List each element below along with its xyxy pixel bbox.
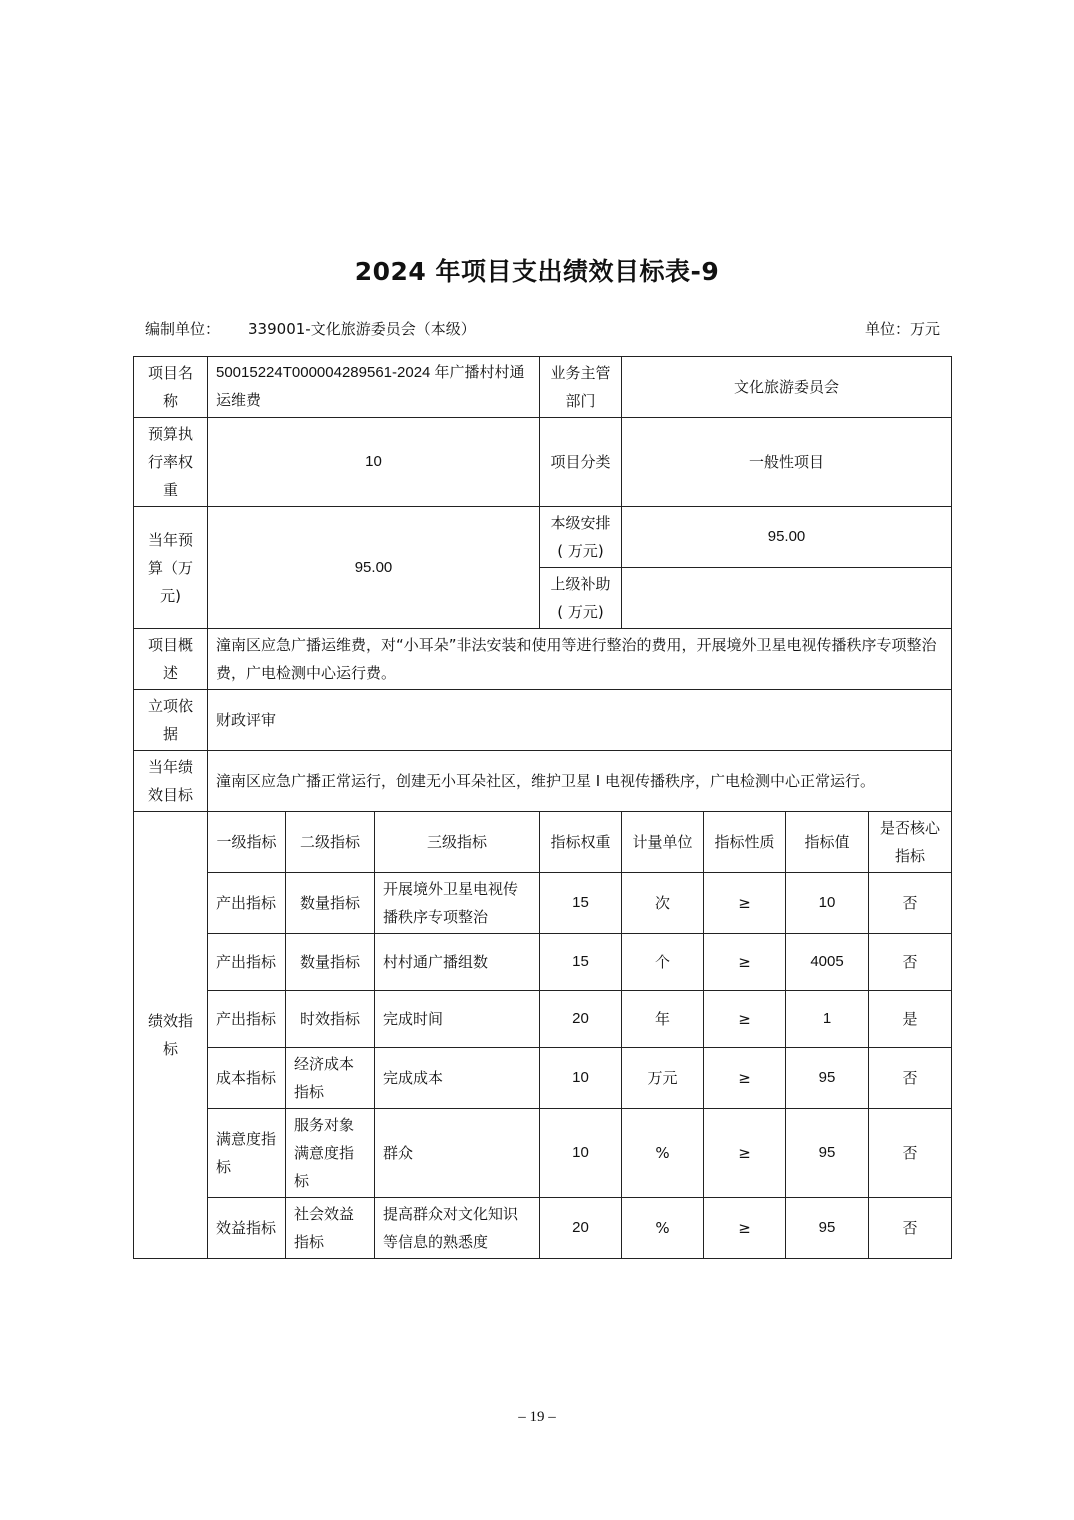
category-label: 项目分类 [540,418,622,507]
local-funds-value: 95.00 [622,507,952,568]
row-value: 1 [786,991,869,1048]
table-row [134,1048,952,1109]
row-level2: 服务对象满意度指标 [286,1109,375,1198]
row-nature: ≥ [704,873,786,934]
dept-label: 业务主管部门 [540,357,622,418]
basis-label: 立项依据 [134,690,208,751]
row-unit: 万元 [622,1048,704,1109]
local-funds-label: 本级安排( 万元) [540,507,622,568]
weight-label: 预算执行率权重 [134,418,208,507]
row-level3: 群众 [375,1109,540,1198]
header-core: 是否核心指标 [869,812,952,873]
row-core: 否 [869,1198,952,1259]
weight-value: 10 [208,418,540,507]
goal-label: 当年绩效目标 [134,751,208,812]
dept-value: 文化旅游委员会 [622,357,952,418]
row-core: 是 [869,991,952,1048]
row-unit: % [622,1198,704,1259]
row-unit: 个 [622,934,704,991]
header-value: 指标值 [786,812,869,873]
compile-unit-value: 339001-文化旅游委员会（本级） [248,320,476,338]
budget-label: 当年预算（万元) [134,507,208,629]
table-row [134,873,952,934]
row-level2: 数量指标 [286,873,375,934]
row-core: 否 [869,1109,952,1198]
row-weight: 15 [540,934,622,991]
row-weight: 10 [540,1109,622,1198]
row-level3: 完成成本 [375,1048,540,1109]
upper-funds-label: 上级补助( 万元) [540,568,622,629]
row-weight: 10 [540,1048,622,1109]
header-unit: 计量单位 [622,812,704,873]
header-level2: 二级指标 [286,812,375,873]
row-nature: ≥ [704,1198,786,1259]
header-nature: 指标性质 [704,812,786,873]
overview-label: 项目概述 [134,629,208,690]
row-level2: 经济成本指标 [286,1048,375,1109]
row-core: 否 [869,873,952,934]
compile-unit [145,318,476,339]
compile-unit-label: 编制单位： [145,320,221,338]
project-name-value: 50015224T000004289561-2024 年广播村村通运维费 [208,357,540,418]
unit-label: 单位：万元 [864,320,940,338]
indicators-section-label: 绩效指标 [134,812,208,1259]
table-row [134,934,952,991]
row-unit: 年 [622,991,704,1048]
row-level1: 效益指标 [208,1198,286,1259]
row-nature: ≥ [704,991,786,1048]
row-nature: ≥ [704,1048,786,1109]
row-level2: 时效指标 [286,991,375,1048]
row-unit: % [622,1109,704,1198]
row-level1: 产出指标 [208,934,286,991]
row-level1: 成本指标 [208,1048,286,1109]
row-level3: 提高群众对文化知识等信息的熟悉度 [375,1198,540,1259]
row-core: 否 [869,934,952,991]
project-name-label: 项目名称 [134,357,208,418]
header-level3: 三级指标 [375,812,540,873]
row-value: 95 [786,1109,869,1198]
row-level3: 开展境外卫星电视传播秩序专项整治 [375,873,540,934]
row-value: 95 [786,1198,869,1259]
upper-funds-value [622,568,952,629]
table-row [134,991,952,1048]
row-weight: 20 [540,991,622,1048]
row-weight: 15 [540,873,622,934]
row-level2: 社会效益指标 [286,1198,375,1259]
row-level1: 产出指标 [208,991,286,1048]
header-level1: 一级指标 [208,812,286,873]
row-level3: 完成时间 [375,991,540,1048]
row-nature: ≥ [704,1109,786,1198]
table-row [134,1198,952,1259]
row-unit: 次 [622,873,704,934]
page-title: 2024 年项目支出绩效目标表-9 [354,257,720,286]
category-value: 一般性项目 [622,418,952,507]
row-nature: ≥ [704,934,786,991]
row-level1: 产出指标 [208,873,286,934]
row-value: 95 [786,1048,869,1109]
page-number: – 19 – [518,1409,556,1425]
row-level2: 数量指标 [286,934,375,991]
row-value: 4005 [786,934,869,991]
row-value: 10 [786,873,869,934]
overview-value: 潼南区应急广播运维费，对“小耳朵”非法安装和使用等进行整治的费用，开展境外卫星电视传播秩序专项整治费，广电检测中心运行费。 [208,629,952,690]
goal-value: 潼南区应急广播正常运行，创建无小耳朵社区，维护卫星 I 电视传播秩序，广电检测中心正常运行。 [208,751,952,812]
header-weight: 指标权重 [540,812,622,873]
budget-value: 95.00 [208,507,540,629]
table-row [134,1109,952,1198]
basis-value: 财政评审 [208,690,952,751]
row-level1: 满意度指标 [208,1109,286,1198]
row-core: 否 [869,1048,952,1109]
row-level3: 村村通广播组数 [375,934,540,991]
row-weight: 20 [540,1198,622,1259]
performance-table [133,356,952,1259]
